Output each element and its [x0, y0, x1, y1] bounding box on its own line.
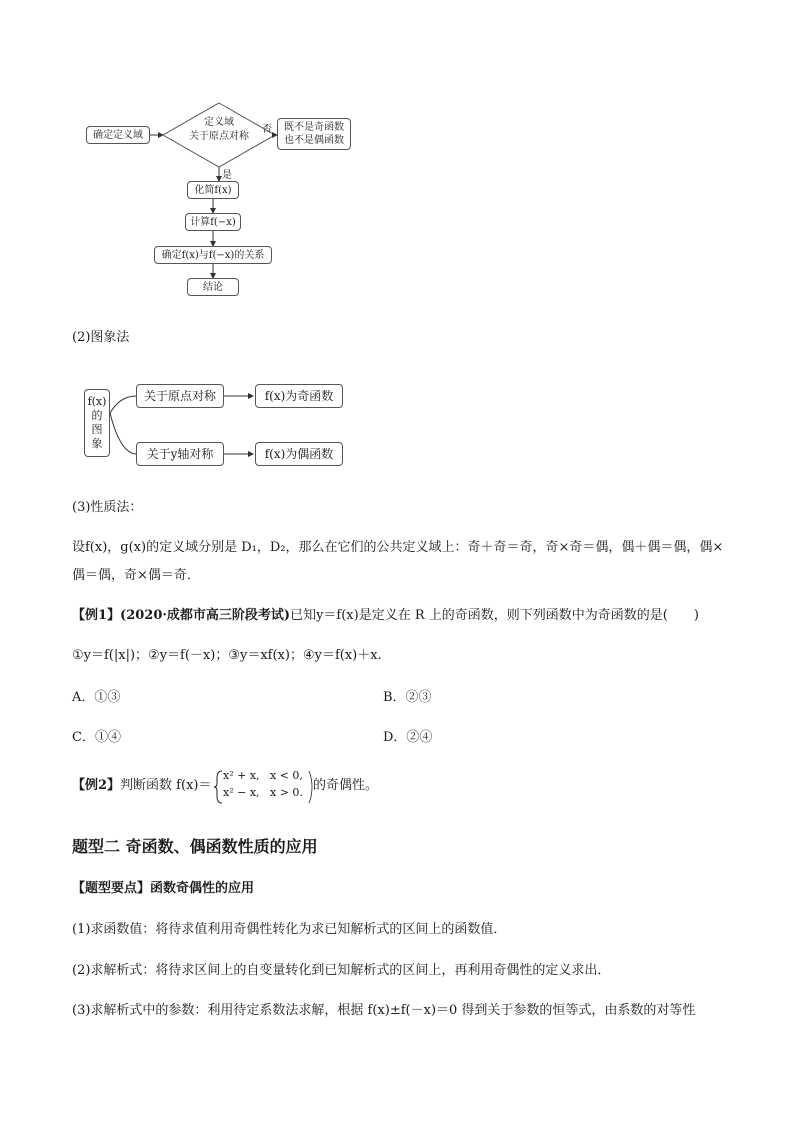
flow-step-simplify: 化简f(x) — [187, 181, 239, 199]
method3-text: 设f(x)，g(x)的定义域分别是 D₁，D₂，那么在它们的公共定义域上：奇＋奇＝奇，奇×奇＝偶，偶＋偶＝偶，偶×偶＝偶，奇×偶＝奇． — [72, 540, 724, 583]
example2-line — [72, 776, 211, 796]
flow-step-compute: 计算f(−x) — [185, 213, 241, 231]
example1-tag: 【例1】 — [72, 608, 121, 623]
flowchart2-connectors — [0, 370, 794, 480]
example1-option-b: B．②③ — [383, 690, 432, 705]
example1-option-d: D．②④ — [383, 730, 433, 745]
example2-tag: 【例2】 — [72, 778, 121, 793]
example1-text: 已知y＝f(x)是定义在 R 上的奇函数，则下列函数中为奇函数的是( ) — [290, 608, 699, 623]
example1-option-c: C．①④ — [72, 730, 121, 745]
example2-prefix: 判断函数 f(x)＝ — [120, 778, 212, 793]
example2-suffix: 的奇偶性。 — [313, 778, 379, 793]
key-point-title: 函数奇偶性的应用 — [150, 881, 255, 896]
key-point-tag: 【题型要点】 — [72, 881, 151, 896]
flow-yes-label: 是 — [222, 170, 232, 181]
method3-title: (3)性质法： — [72, 500, 143, 515]
branch-y-axis-symmetry: 关于y轴对称 — [136, 442, 224, 466]
flow-step-relation: 确定f(x)与f(−x)的关系 — [154, 246, 272, 264]
flow-decision-text: 定义域 关于原点对称 — [189, 117, 249, 142]
graph-source-box: f(x) 的 图 象 — [84, 389, 110, 457]
branch-origin-symmetry: 关于原点对称 — [136, 384, 224, 408]
flow-no-label: 否 — [262, 124, 272, 135]
result-even-function: f(x)为偶函数 — [255, 442, 343, 466]
example1-items: ①y＝f(|x|)；②y＝f(－x)；③y＝xf(x)；④y＝f(x)＋x. — [72, 648, 382, 663]
section2-point-2: (2)求解析式：将待求区间上的自变量转化到已知解析式的区间上，再利用奇偶性的定义求出． — [72, 963, 611, 978]
piecewise-case-1: x² + x, x < 0, — [223, 769, 303, 782]
example1-option-a: A．①③ — [72, 690, 121, 705]
flow-start-box: 确定定义域 — [86, 126, 150, 144]
section2-point-1: (1)求函数值：将待求值利用奇偶性转化为求已知解析式的区间上的函数值． — [72, 922, 507, 937]
flowchart-connectors — [0, 0, 794, 320]
flow-no-result-box: 既不是奇函数 也不是偶函数 — [277, 118, 351, 150]
flow-step-conclusion: 结论 — [187, 278, 239, 296]
example1-source: (2020·成都市高三阶段考试) — [120, 608, 291, 623]
section2-point-3: (3)求解析式中的参数：利用待定系数法求解，根据 f(x)±f(－x)＝0 得到关于参数的恒等式，由系数的对等性 — [72, 1003, 696, 1018]
result-odd-function: f(x)为奇函数 — [255, 384, 343, 408]
method2-title: (2)图象法 — [72, 330, 130, 345]
piecewise-case-2: x² − x, x > 0. — [223, 786, 303, 799]
section2-key-point — [72, 879, 254, 899]
example1-question — [72, 606, 699, 626]
section2-heading: 题型二 奇函数、偶函数性质的应用 — [72, 837, 318, 856]
